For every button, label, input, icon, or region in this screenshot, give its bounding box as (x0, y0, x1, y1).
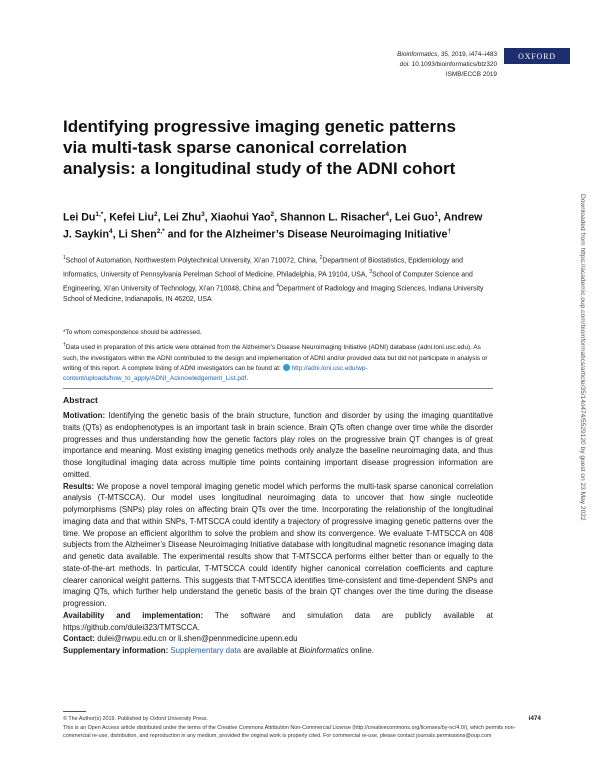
adni-sup: † (63, 342, 66, 349)
contact-text: dulei@nwpu.edu.cn or li.shen@pennmedicine.upenn.edu (97, 634, 298, 644)
abstract-contact (63, 633, 493, 645)
correspondence-note: *To whom correspondence should be addressed. (63, 329, 202, 336)
footnotes (63, 328, 488, 386)
license-footer (63, 715, 523, 741)
author-name: Andrew J. Saykin (63, 211, 483, 241)
conference: ISMB/ECCB 2019 (445, 71, 497, 78)
author-affiliation-sup: 2 (153, 211, 158, 218)
author-name: Lei Du (63, 211, 96, 224)
journal-citation (397, 50, 497, 80)
author-name: Li Shen (118, 228, 157, 241)
availability-text: The software and simulation data are publicly available at https://github.com/dulei323/TMTSCCA. (63, 610, 494, 632)
author-name: Kefei Liu (109, 211, 154, 224)
author-affiliation-sup: 1,* (95, 211, 104, 218)
globe-icon (283, 364, 290, 371)
motivation-label: Motivation: (63, 411, 106, 420)
affiliation-sup: 3 (369, 269, 373, 276)
abstract (63, 388, 493, 657)
supplementary-label: Supplementary information: (63, 646, 169, 655)
affiliation-sup: 2 (319, 255, 323, 261)
author-name: Lei Zhu (163, 211, 202, 224)
motivation-text: Identifying the genetic basis of the brain structure, function and disorder by using the imaging quantitative traits (QTs) as endophenotypes is an important task in brain science. Brain QTs often change over time while the disorder progresses and thus understanding how the genetic factors play roles on the progressive brain QT changes is of great importance and meaning. Most existing imaging genetics methods only analyze the baseline neuroimaging data, and thus those longitudinal imaging data across multiple time points containing important disease progression information are omitted. (63, 411, 493, 479)
journal-name: Bioinformatics (397, 51, 438, 58)
abstract-motivation (63, 410, 493, 481)
affiliation-text: Department of Biostatistics, Epidemiology and Informatics, University of Pennsylvania Perelman School of Medicine, Philadelphia, PA 19104, USA, (63, 257, 463, 279)
author-affiliation-sup: 3 (201, 211, 205, 218)
author-name: Xiaohui Yao (210, 211, 271, 224)
consortium: and for the Alzheimer’s Disease Neuroimaging Initiative (167, 228, 448, 241)
abstract-results (63, 481, 493, 610)
abstract-heading: Abstract (63, 395, 98, 405)
doi: doi: 10.1093/bioinformatics/btz320 (399, 61, 497, 68)
adni-link[interactable]: http://adni.loni.usc.edu/wp-content/uploads/how_to_apply/ADNI_Acknowledgement_List.pdf (63, 364, 368, 382)
license-text: This is an Open Access article distributed under the terms of the Creative Commons Attribution Non-Commercial License (http://creativecommons.org/licenses/by-nc/4.0/), which permits non-commercial re-use, distribution, and reproduction in any medium, provided the original work is properly cited. For commercial re-use, please contact journals.permissions@oup.com (63, 724, 516, 739)
supplementary-end: online. (350, 646, 375, 655)
author-affiliation-sup: 2,* (156, 227, 165, 235)
author-affiliation-sup: 4 (108, 227, 113, 235)
consortium-sup: † (447, 227, 452, 235)
download-watermark-text: Downloaded from https://academic.oup.com/bioinformatics/article/35/14/i474/5529120 by guest on 23 May 2022 (579, 194, 586, 521)
supplementary-link[interactable]: Supplementary data (170, 646, 242, 655)
adni-note-end: . (246, 374, 249, 382)
results-label: Results: (63, 481, 95, 491)
affiliations (63, 253, 488, 306)
abstract-availability (63, 610, 493, 634)
page-number: i474 (528, 715, 541, 722)
article-title: Identifying progressive imaging genetic patterns via multi-task sparse canonical correlation analysis: a longitudinal study of the ADNI cohort (63, 117, 456, 178)
author-name: Lei Guo (394, 211, 435, 224)
abstract-supplementary (63, 645, 493, 657)
adni-note-text: Data used in preparation of this article were obtained from the Alzheimer’s Disease Neuroimaging Initiative (ADNI) database (adni.loni.usc.edu). As such, the investigators within the ADNI contributed to the design and implementation of ADNI and/or provided data but did not participate in analysis or writing of this report. A complete listing of ADNI investigators can be found at: (63, 344, 488, 372)
affiliation-text: School of Computer Science and Engineering, Xi’an University of Technology, Xi’an 710048, China and (63, 271, 473, 293)
volume-pages: , 35, 2019, i474–i483 (437, 51, 497, 58)
affiliation-text: School of Automation, Northwestern Polytechnical University, Xi’an 710072, China, (65, 257, 320, 265)
copyright: © The Author(s) 2019. Published by Oxford University Press. (63, 716, 208, 722)
adni-note (63, 340, 488, 384)
author-list: Lei $Du^{1,*}$, Kefei Liu$^2$, Lei Zhu$^3$, Xiaohui Yao$^2$, Shannon L. Risacher$^4$, Lei Guo$^1$, Andrew J. Saykin$^4$, Li Shen$^{2,*}$ and for the Alzheimer’s Disease Neuroimaging Initiative† (63, 211, 483, 241)
footer-divider (63, 711, 86, 712)
contact-label: Contact: (63, 634, 95, 644)
supplementary-mid: are available at (243, 646, 297, 655)
affiliation-text: Department of Radiology and Imaging Sciences, Indiana University School of Medicine, Indianapolis, IN 46202, USA (63, 285, 484, 304)
availability-label: Availability and implementation: (63, 610, 204, 620)
author-affiliation-sup: 1 (434, 211, 438, 218)
oxford-logo: OXFORD (504, 48, 570, 64)
results-text: We propose a novel temporal imaging genetic model which performs the multi-task sparse canonical correlation analysis (T-MTSCCA). Our model uses longitudinal neuroimaging data to uncover that how single nucleotide polymorphisms (SNPs) play roles on affecting brain QTs over the time. Incorporating the relationship of the longitudinal imaging data and that within SNPs, T-MTSCCA could identify a trajectory of progressive imaging genetic patterns over the time. We propose an efficient algorithm to solve the problem and show its convergence. We evaluate T-MTSCCA on 408 subjects from the Alzheimer’s Disease Neuroimaging Initiative database with longitudinal magnetic resonance imaging data and genetic data available. The experimental results show that T-MTSCCA performs either better than or equally to the state-of-the-art methods. In particular, T-MTSCCA could identify higher canonical correlation coefficients and capture clearer canonical weight patterns. This suggests that T-MTSCCA identifies time-consistent and time-dependent SNPs and imaging QTs, which further help understand the genetic basis of the brain QT changes over the time during the disease progression. (63, 481, 493, 608)
author-affiliation-sup: 4 (385, 211, 390, 218)
affiliation-sup: 1 (63, 255, 66, 261)
affiliation-sup: 4 (276, 283, 279, 290)
download-watermark (578, 194, 588, 560)
author-affiliation-sup: 2 (270, 211, 275, 218)
author-name: Shannon L. Risacher (280, 211, 386, 224)
supplementary-journal: Bioinformatics (298, 646, 349, 655)
